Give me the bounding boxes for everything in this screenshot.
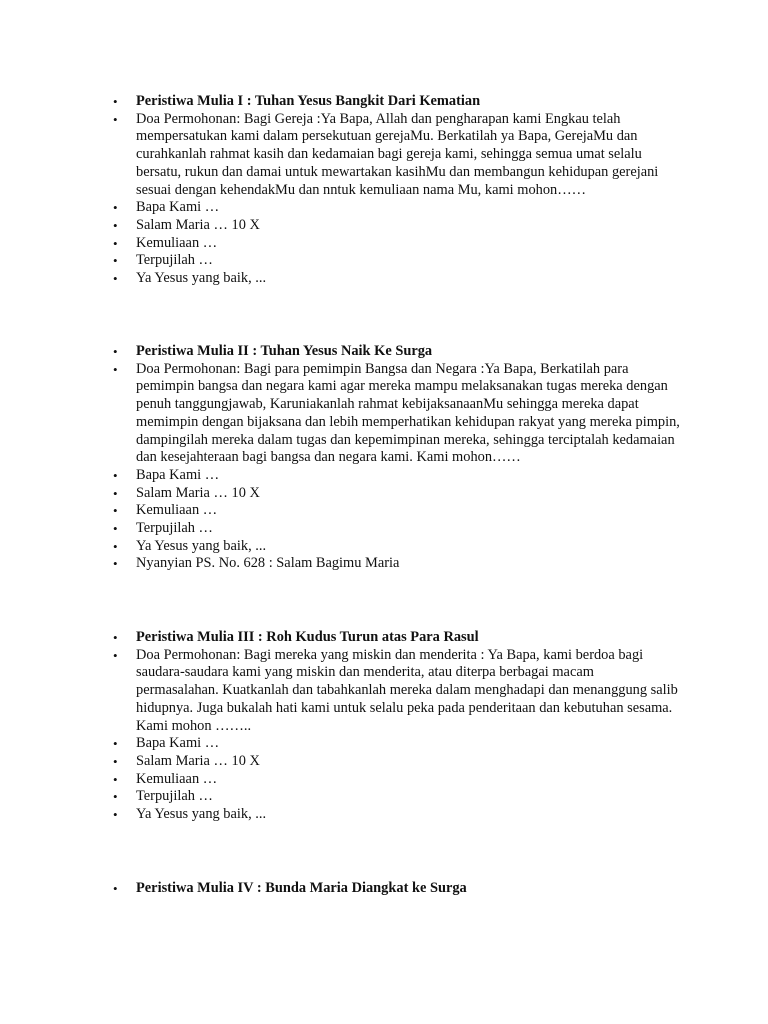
bullet-list — [110, 880, 680, 898]
list-item — [110, 270, 680, 288]
bullet-icon: • — [113, 521, 118, 537]
section-title-item — [110, 343, 680, 361]
list-item-text: Ya Yesus yang baik, ... — [136, 537, 267, 554]
bullet-icon: • — [113, 485, 118, 501]
section-mulia-3 — [110, 629, 680, 824]
list-item — [110, 753, 680, 771]
list-item — [110, 485, 680, 503]
bullet-icon: • — [113, 253, 118, 269]
list-item — [110, 735, 680, 753]
list-item-text: Bapa Kami … — [136, 199, 220, 216]
list-item-text: Bapa Kami … — [136, 735, 220, 752]
list-item — [110, 555, 680, 573]
list-item — [110, 788, 680, 806]
list-item — [110, 538, 680, 556]
section-mulia-4 — [110, 880, 680, 898]
list-item-text: Salam Maria … 10 X — [136, 216, 260, 233]
list-item-text: Terpujilah … — [136, 788, 213, 805]
prayer-item — [110, 111, 680, 200]
section-title-item — [110, 629, 680, 647]
bullet-list — [110, 93, 680, 288]
list-item-text: Terpujilah … — [136, 520, 213, 537]
bullet-icon: • — [113, 881, 118, 896]
bullet-icon: • — [113, 503, 118, 519]
bullet-icon: • — [113, 94, 118, 109]
list-item-text: Terpujilah … — [136, 252, 213, 269]
section-mulia-2 — [110, 343, 680, 573]
list-item — [110, 502, 680, 520]
bullet-icon: • — [113, 789, 118, 805]
section-title: Peristiwa Mulia III : Roh Kudus Turun atas Para Rasul — [136, 629, 479, 645]
list-item — [110, 252, 680, 270]
list-item — [110, 520, 680, 538]
section-mulia-1 — [110, 93, 680, 288]
list-item-text: Bapa Kami … — [136, 466, 220, 483]
list-item-text: Salam Maria … 10 X — [136, 752, 260, 769]
bullet-icon: • — [113, 217, 118, 233]
bullet-icon: • — [113, 771, 118, 787]
list-item — [110, 467, 680, 485]
bullet-icon: • — [113, 467, 118, 483]
list-item — [110, 235, 680, 253]
list-item-text: Kemuliaan … — [136, 502, 218, 519]
list-item — [110, 806, 680, 824]
prayer-text: Doa Permohonan: Bagi Gereja :Ya Bapa, Allah dan pengharapan kami Engkau telah mempersatukan kami dalam persekutuan gerejaMu. Berkatilah ya Bapa, GerejaMu dan curahkanlah rahmat kasih dan kedamaian bagi gereja kami, sehingga semua umat selalu bersatu, rukun dan damai untuk mewartakan kasihMu dan membangun kehidupan gerejani sesuai dengan kehendakMu dan nntuk kemuliaan nama Mu, kami mohon…… — [136, 110, 659, 198]
list-item — [110, 771, 680, 789]
list-item-text: Salam Maria … 10 X — [136, 484, 260, 501]
prayer-text: Doa Permohonan: Bagi mereka yang miskin dan menderita : Ya Bapa, kami berdoa bagi saudara-saudara kami yang miskin dan menderita, atau diterpa berbagai macam permasalahan. Kuatkanlah dan tabahkanlah mereka dalam menghadapi dan menanggung salib hidupnya. Juga bukalah hati kami untuk selalu peka pada penderitaan dan kebutuhan sesama. Kami mohon …….. — [136, 646, 678, 734]
bullet-icon: • — [113, 556, 118, 572]
list-item — [110, 217, 680, 235]
list-item-text: Ya Yesus yang baik, ... — [136, 270, 267, 287]
bullet-icon: • — [113, 271, 118, 287]
bullet-icon: • — [113, 361, 118, 377]
bullet-icon: • — [113, 736, 118, 752]
prayer-item — [110, 361, 680, 467]
section-title: Peristiwa Mulia I : Tuhan Yesus Bangkit Dari Kematian — [136, 93, 481, 109]
prayer-item — [110, 647, 680, 736]
bullet-icon: • — [113, 538, 118, 554]
list-item-text: Kemuliaan … — [136, 234, 218, 251]
bullet-icon: • — [113, 647, 118, 663]
list-item-text: Nyanyian PS. No. 628 : Salam Bagimu Maria — [136, 555, 400, 572]
list-item-text: Ya Yesus yang baik, ... — [136, 806, 267, 823]
list-item — [110, 199, 680, 217]
bullet-icon: • — [113, 200, 118, 216]
bullet-icon: • — [113, 630, 118, 645]
bullet-icon: • — [113, 753, 118, 769]
section-title: Peristiwa Mulia IV : Bunda Maria Diangkat ke Surga — [136, 880, 467, 896]
bullet-list — [110, 629, 680, 824]
bullet-icon: • — [113, 344, 118, 359]
list-item-text: Kemuliaan … — [136, 770, 218, 787]
bullet-icon: • — [113, 111, 118, 127]
bullet-icon: • — [113, 235, 118, 251]
bullet-list — [110, 343, 680, 573]
prayer-text: Doa Permohonan: Bagi para pemimpin Bangsa dan Negara :Ya Bapa, Berkatilah para pemimpin bangsa dan negara kami agar mereka mampu melaksanakan tugas mereka dengan penuh tanggungjawab, Karuniakanlah rahmat kebijaksanaanMu sehingga mereka dapat memimpin dengan bijaksana dan lebih memperhatikan kehidupan rakyat yang mereka pimpin, dampingilah mereka dalam tugas dan kepemimpinan mereka, sehingga terciptalah kedamaian dan kesejahteraan bagi bangsa dan negara kami. Kami mohon…… — [136, 360, 680, 466]
section-title-item — [110, 93, 680, 111]
section-title: Peristiwa Mulia II : Tuhan Yesus Naik Ke Surga — [136, 343, 433, 359]
section-title-item — [110, 880, 680, 898]
bullet-icon: • — [113, 807, 118, 823]
